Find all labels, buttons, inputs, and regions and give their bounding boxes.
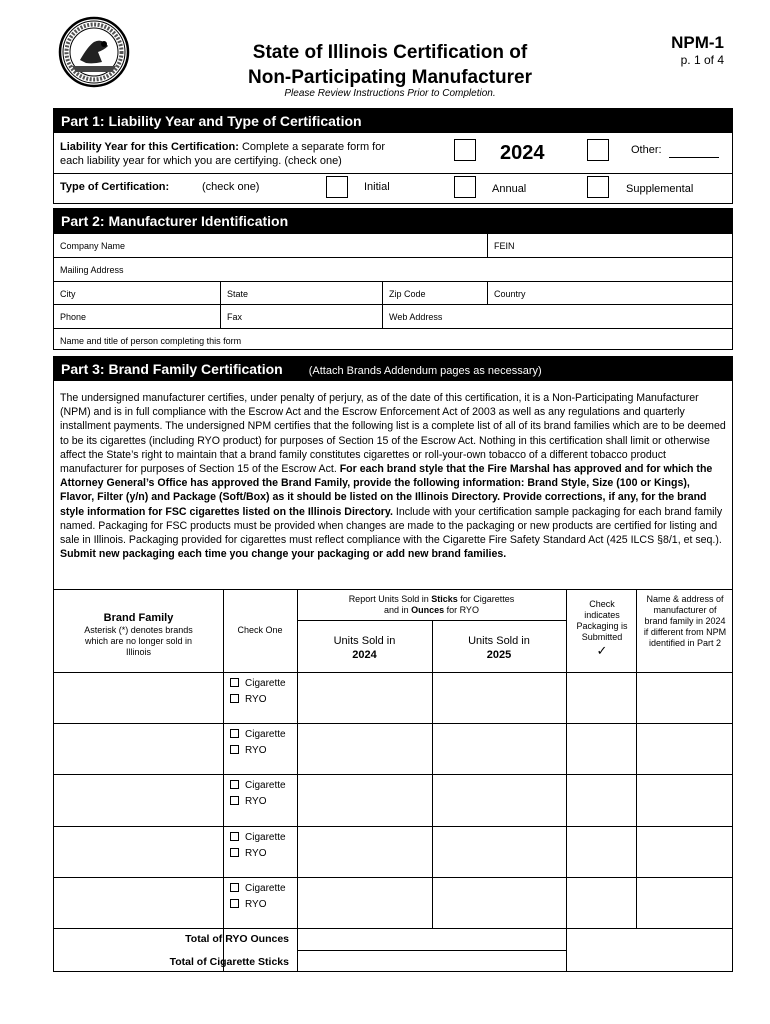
title-line-1: State of Illinois Certification of xyxy=(252,42,528,63)
company-row xyxy=(54,233,732,257)
check-options-row-4 xyxy=(230,830,286,862)
checkbox-icon xyxy=(230,796,239,805)
report-text-post: for RYO xyxy=(444,605,479,615)
phone-field[interactable]: Phone xyxy=(60,312,87,322)
person-name-title-field[interactable]: Name and title of person completing this form xyxy=(60,336,242,346)
divider xyxy=(487,281,488,305)
type-initial-checkbox[interactable] xyxy=(326,176,348,198)
certification-text-1: The undersigned manufacturer certifies, under penalty of perjury, as of the date of this certification, it is a Non-Participating Manufacturer (NPM) and is in full compliance with the Escrow Act and the Escrow Enforcement Act of 2003 as well as any regulations and quarterly installment payments. The undersigned NPM certifies that the following list is a complete list of all of its brand families which are to be deemed to be its cigarettes (including RYO product) for purposes of Section 15 of the Escrow Act. Nothing in this certification shall limit or otherwise affect the State’s right to maintain that a brand family constitutes cigarettes or roll-your-own tobacco of a different tobacco product manufacturer for purposes of Section 15 of the Escrow Act. xyxy=(60,392,726,476)
table-row-divider xyxy=(54,723,732,724)
brand-family-title: Brand Family xyxy=(103,612,174,624)
ryo-checkbox[interactable] xyxy=(230,846,286,862)
form-subtitle: Please Review Instructions Prior to Completion. xyxy=(284,88,496,99)
title-line-2: Non-Participating Manufacturer xyxy=(248,67,532,88)
fax-field[interactable]: Fax xyxy=(227,312,243,322)
page-number: p. 1 of 4 xyxy=(680,53,724,67)
packaging-header xyxy=(572,599,632,659)
certification-text-4: Submit new packaging each time you change your packaging or add new brand families. xyxy=(60,548,507,561)
report-sticks: Sticks xyxy=(431,594,458,604)
table-top-border xyxy=(54,589,732,590)
zip-code-field[interactable]: Zip Code xyxy=(389,289,426,299)
cigarette-label: Cigarette xyxy=(245,832,286,843)
report-text-mid: for Cigarettes xyxy=(457,594,515,604)
ryo-checkbox[interactable] xyxy=(230,794,286,810)
report-ounces: Ounces xyxy=(411,605,445,615)
units-2024-label: Units Sold in xyxy=(333,635,396,647)
brand-family-header xyxy=(54,611,223,658)
ryo-checkbox[interactable] xyxy=(230,743,286,759)
year-other-label: Other: xyxy=(631,144,662,156)
cigarette-checkbox[interactable] xyxy=(230,676,286,692)
cigarette-checkbox[interactable] xyxy=(230,881,286,897)
year-other-input[interactable] xyxy=(669,157,719,158)
mailing-address-field[interactable]: Mailing Address xyxy=(60,265,124,275)
units-2024-header xyxy=(297,634,432,662)
table-row-divider xyxy=(54,928,732,929)
state-field[interactable]: State xyxy=(227,289,249,299)
cigarette-label: Cigarette xyxy=(245,729,286,740)
checkbox-icon xyxy=(230,848,239,857)
year-other-checkbox[interactable] xyxy=(587,139,609,161)
form-id: NPM-1 xyxy=(671,33,724,52)
type-initial-label: Initial xyxy=(364,181,390,193)
totals-divider xyxy=(297,950,566,951)
checkbox-icon xyxy=(230,780,239,789)
part1-heading: Part 1: Liability Year and Type of Certification xyxy=(54,109,732,133)
part3-heading-title: Part 3: Brand Family Certification xyxy=(61,361,283,377)
illinois-state-seal-logo xyxy=(58,16,130,88)
cigarette-label: Cigarette xyxy=(245,780,286,791)
cigarette-checkbox[interactable] xyxy=(230,830,286,846)
ryo-checkbox[interactable] xyxy=(230,692,286,708)
cigarette-checkbox[interactable] xyxy=(230,778,286,794)
check-options-row-1 xyxy=(230,676,286,708)
check-one-header: Check One xyxy=(237,625,283,635)
company-name-field[interactable]: Company Name xyxy=(60,241,126,251)
checkbox-icon xyxy=(230,678,239,687)
cigarette-label: Cigarette xyxy=(245,678,286,689)
cigarette-label: Cigarette xyxy=(245,883,286,894)
type-annual-checkbox[interactable] xyxy=(454,176,476,198)
type-annual-label: Annual xyxy=(492,183,527,195)
part3-heading-note: (Attach Brands Addendum pages as necessary) xyxy=(308,365,542,377)
part2-heading: Part 2: Manufacturer Identification xyxy=(54,209,732,233)
table-row-divider xyxy=(54,826,732,827)
mailing-row xyxy=(54,257,732,258)
year-2024-checkbox[interactable] xyxy=(454,139,476,161)
col-divider-brand xyxy=(223,589,224,972)
city-row xyxy=(54,281,732,282)
units-2025-label: Units Sold in xyxy=(468,635,530,647)
ryo-label: RYO xyxy=(245,899,267,910)
units-2025-year: 2025 xyxy=(486,649,512,661)
liability-year-instruction: Complete a separate form for xyxy=(238,141,386,153)
checkbox-icon xyxy=(230,832,239,841)
phone-row xyxy=(54,304,732,305)
fein-field[interactable]: FEIN xyxy=(494,241,515,251)
city-field[interactable]: City xyxy=(60,289,76,299)
part3-section xyxy=(53,356,733,972)
checkmark-icon: ✓ xyxy=(596,643,608,658)
checkbox-icon xyxy=(230,745,239,754)
checkbox-icon xyxy=(230,729,239,738)
table-row-divider xyxy=(54,877,732,878)
ryo-label: RYO xyxy=(245,848,267,859)
certification-text-3: Include with your certification sample packaging for each brand family named. Packaging for FSC products must be provided when changes are made to the packaging or new products are certified for listing and sale in Illinois. Packaging provided for cigarettes must reflect compliance with the Cigarette Fire Safety Standard Act (425 ILCS §8/1, et seq.). xyxy=(60,505,723,547)
person-row xyxy=(54,328,732,329)
liability-year-instruction-2: each liability year for which you are certifying. (check one) xyxy=(60,155,342,167)
certification-text-2: For each brand style that the Fire Marshal has approved and for which the Attorney General’s Office has approved the Brand Family, provide the following information: Brand Style, Size (100 or Kings), Flavor, Filter (y/n) and Package (Soft/Box) as it should be listed on the Illinois Directory. Provide corrections, if any, for the brand style information for FSC cigarettes listed on the Illinois Directory. xyxy=(60,463,713,518)
total-sticks-label: Total of Cigarette Sticks xyxy=(169,956,289,968)
year-2024-label: 2024 xyxy=(500,142,545,164)
ryo-label: RYO xyxy=(245,694,267,705)
type-hint: (check one) xyxy=(202,181,260,193)
report-text-2: and in xyxy=(384,605,412,615)
packaging-header-text: Check indicates Packaging is Submitted xyxy=(576,599,628,642)
checkbox-icon xyxy=(230,883,239,892)
part3-heading xyxy=(54,357,732,381)
units-2025-header xyxy=(432,634,566,662)
ryo-checkbox[interactable] xyxy=(230,897,286,913)
checkbox-icon xyxy=(230,694,239,703)
ryo-label: RYO xyxy=(245,796,267,807)
certification-paragraph xyxy=(60,391,726,561)
checkbox-icon xyxy=(230,899,239,908)
liability-year-label: Liability Year for this Certification: xyxy=(60,141,239,153)
table-header-bottom xyxy=(54,672,732,673)
check-options-row-3 xyxy=(230,778,286,810)
country-field[interactable]: Country xyxy=(494,289,526,299)
total-ryo-label: Total of RYO Ounces xyxy=(185,933,289,945)
web-address-field[interactable]: Web Address xyxy=(389,312,443,322)
check-options-row-2 xyxy=(230,727,286,759)
brand-family-note: Asterisk (*) denotes brands which are no longer sold in Illinois xyxy=(84,625,193,657)
cigarette-checkbox[interactable] xyxy=(230,727,286,743)
col-divider-units-right xyxy=(566,589,567,972)
ryo-label: RYO xyxy=(245,745,267,756)
part1-divider xyxy=(54,173,732,174)
report-units-header xyxy=(297,594,566,616)
type-label: Type of Certification: xyxy=(60,181,170,193)
liability-year-text xyxy=(60,140,450,168)
type-supplemental-checkbox[interactable] xyxy=(587,176,609,198)
check-options-row-5 xyxy=(230,881,286,913)
part1-section xyxy=(53,108,733,204)
type-supplemental-label: Supplemental xyxy=(626,183,694,195)
form-title xyxy=(200,40,580,90)
part2-section xyxy=(53,208,733,350)
units-2024-year: 2024 xyxy=(352,649,377,661)
table-row-divider xyxy=(54,774,732,775)
units-header-divider xyxy=(297,620,566,621)
address-header: Name & address of manufacturer of brand family in 2024 if different from NPM identified in Part 2 xyxy=(643,594,727,648)
divider xyxy=(487,233,488,257)
report-text: Report Units Sold in xyxy=(348,594,432,604)
